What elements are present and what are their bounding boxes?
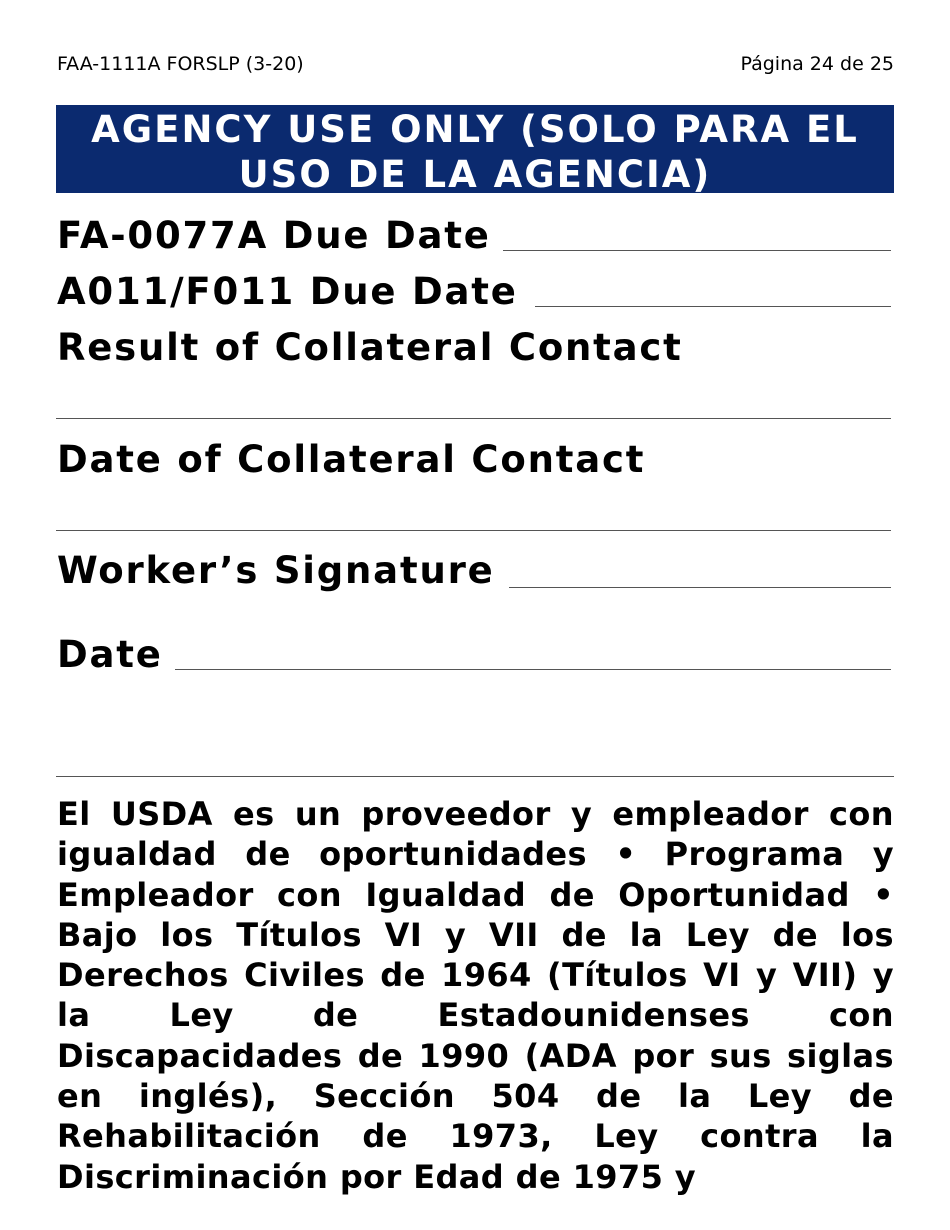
a011-f011-due-date-field[interactable] bbox=[535, 306, 891, 307]
result-collateral-contact-field[interactable] bbox=[56, 418, 891, 419]
result-collateral-contact-label: Result of Collateral Contact bbox=[57, 326, 683, 369]
date-collateral-contact-label: Date of Collateral Contact bbox=[57, 438, 646, 481]
workers-signature-label: Worker’s Signature bbox=[57, 549, 495, 592]
date-collateral-contact-field[interactable] bbox=[56, 530, 891, 531]
workers-signature-field[interactable] bbox=[509, 587, 891, 588]
form-id: FAA-1111A FORSLP (3-20) bbox=[57, 53, 304, 75]
date-label: Date bbox=[57, 633, 163, 676]
page-number: Página 24 de 25 bbox=[740, 53, 894, 75]
date-field[interactable] bbox=[175, 669, 891, 670]
agency-use-only-banner bbox=[56, 105, 894, 196]
fa0077a-due-date-field[interactable] bbox=[503, 250, 891, 251]
banner-title-line-1: AGENCY USE ONLY (SOLO PARA EL bbox=[91, 108, 859, 151]
section-divider bbox=[56, 776, 894, 777]
nondiscrimination-notice: El USDA es un proveedor y empleador con igualdad de oportunidades • Programa y Empleador con Igualdad de Oportunidad • Bajo los Títulos VI y VII de la Ley de los Derechos Civiles de 1964 (Títulos VI y VII) y la Ley de Estadounidenses con Discapacidades de 1990 (ADA por sus siglas en inglés), Sección 504 de la Ley de Rehabilitación de 1973, Ley contra la Discriminación por Edad de 1975 y bbox=[57, 795, 894, 1196]
banner-title-line-2: USO DE LA AGENCIA) bbox=[238, 153, 712, 196]
fa0077a-due-date-label: FA-0077A Due Date bbox=[57, 214, 491, 257]
a011-f011-due-date-label: A011/F011 Due Date bbox=[57, 270, 518, 313]
